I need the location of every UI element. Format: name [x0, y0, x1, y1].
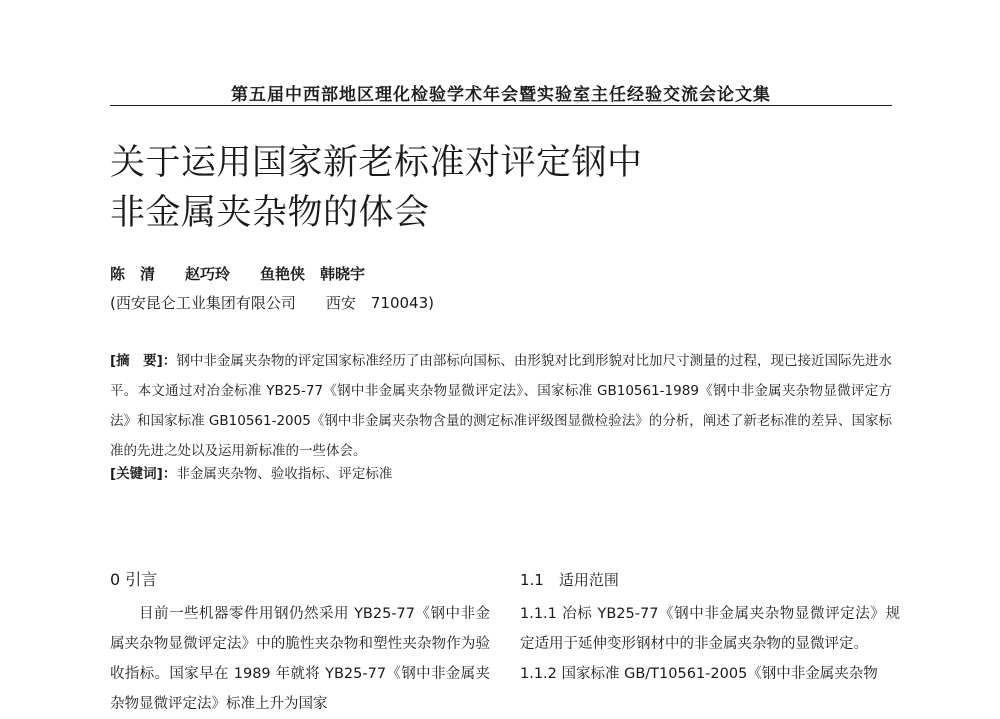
body-paragraph: 1.1.1 冶标 YB25-77《钢中非金属夹杂物显微评定法》规定适用于延伸变形钢材中的非金属夹杂物的显微评定。 — [520, 606, 900, 652]
keywords-text: 非金属夹杂物、验收指标、评定标准 — [176, 466, 393, 482]
abstract-label: [摘 要]： — [110, 353, 177, 369]
keywords — [110, 459, 892, 489]
abstract — [110, 346, 892, 466]
left-column — [110, 565, 490, 719]
body-paragraph: 1.1.2 国家标准 GB/T10561-2005《钢中非金属夹杂物 — [520, 666, 878, 682]
author-list: 陈 清 赵巧玲 鱼艳侠 韩晓宇 — [110, 265, 366, 283]
body-paragraph: 目前一些机器零件用钢仍然采用 YB25-77《钢中非金属夹杂物显微评定法》中的脆性夹杂物和塑性夹杂物作为验收指标。国家早在 1989 年就将 YB25-77《钢中非金属夹杂物显微评定法》标准上升为国家 — [110, 606, 490, 712]
right-column — [520, 565, 900, 689]
header-rule — [110, 105, 892, 106]
keywords-label: [关键词]： — [110, 466, 177, 482]
affiliation: (西安昆仑工业集团有限公司 西安 710043) — [110, 294, 434, 312]
abstract-text: 钢中非金属夹杂物的评定国家标准经历了由部标向国标、由形貌对比到形貌对比加尺寸测量的过程，现已接近国际先进水平。本文通过对冶金标准 YB25-77《钢中非金属夹杂物显微评定法》、国家标准 GB10561-1989《钢中非金属夹杂物显微评定方法》和国家标准 GB10561-2005《钢中非金属夹杂物含量的测定标准评级图显微检验法》的分析，阐述了新老标准的差异、国家标准的先进之处以及运用新标准的一些体会。 — [110, 353, 892, 459]
section-heading-introduction: 0 引言 — [110, 570, 158, 589]
subsection-heading-scope: 1.1 适用范围 — [520, 571, 619, 589]
title-line-2: 非金属夹杂物的体会 — [110, 193, 430, 233]
running-header: 第五届中西部地区理化检验学术年会暨实验室主任经验交流会论文集 — [231, 85, 771, 105]
title-line-1: 关于运用国家新老标准对评定钢中 — [110, 143, 643, 183]
paper-title — [110, 138, 910, 238]
